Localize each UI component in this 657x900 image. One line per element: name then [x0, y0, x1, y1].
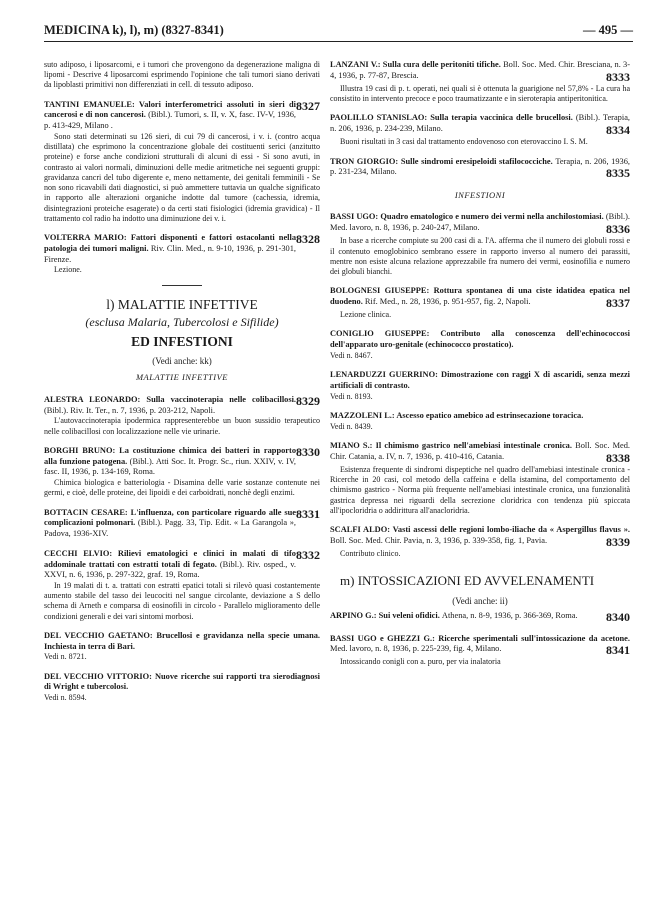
entry-number: 8327: [296, 98, 320, 113]
entry-author: CONIGLIO GIUSEPPE:: [330, 329, 430, 339]
entry-ref-8467: [330, 329, 630, 361]
section-title-m: m) INTOSSICAZIONI ED AVVELENAMENTI: [340, 573, 595, 589]
entry-author: ARPINO G.:: [330, 611, 377, 621]
entry-author: BASSI UGO:: [330, 212, 379, 222]
entry-number: 8336: [606, 222, 630, 237]
entry-see-ref: Vedi n. 8721.: [44, 652, 87, 662]
entry-8329: [44, 395, 320, 437]
entry-citation: Riv. Clin. Med., n. 9-10, 1936, p. 291-301, Firenze.: [44, 243, 296, 264]
entry-title: Rilievi ematologici e clinici in malati di tifo addominale trattati con estratti totali di fegato.: [44, 548, 296, 569]
entry-8333: [330, 60, 630, 104]
entry-ref-8193: [330, 370, 630, 402]
entry-author: SCALFI ALDO:: [330, 525, 391, 534]
subsection-label: MALATTIE INFETTIVE: [135, 371, 229, 382]
entry-title: La costituzione chimica dei batteri in rapporto alla funzione patogena.: [44, 445, 297, 466]
entry-8339: [330, 525, 630, 559]
entry-desc: suto adiposo, i liposarcomi, e i tumori che provengono da degenerazione maligna di lipomi - Descrive 4 liposarcomi esprimendo l'opinione che tali tumori siano derivati da lipoblasti primitivi non differenziati in cell. di tessuto adiposo.: [44, 60, 320, 90]
entry-number: 8328: [296, 232, 320, 247]
entry-number: 8330: [296, 444, 320, 459]
entry-citation: Boll. Soc. Med. Chir. Pavia, n. 3, 1936, p. 339-358, fig. 1, Pavia.: [330, 535, 548, 545]
page-header: [44, 23, 633, 41]
entry-citation: Boll. Soc. Med. Chir. Catania, a. IV, n. 7, 1936, p. 410-416, Catania.: [330, 440, 631, 461]
entry-citation: Med. lavoro, n. 8, 1936, p. 225-239, fig. 4, Milano.: [330, 644, 502, 654]
entry-see-ref: Vedi n. 8439.: [330, 421, 373, 431]
entry-author: LANZANI V.:: [330, 60, 381, 69]
entry-8340: [330, 611, 630, 624]
entry-number: 8339: [606, 534, 630, 549]
entry-citation: (Bibl.). Atti Soc. It. Progr. Sc., riun. XXIV, v. IV, fasc. II, 1936, p. 134-169, Roma.: [44, 456, 297, 477]
entry-ref-8721: [44, 631, 320, 663]
section-see-also: (Vedi anche: ii): [452, 595, 508, 606]
entry-8332: [44, 549, 320, 622]
entry-desc: Esistenza frequente di sindromi dispeptiche nel quadro dell'amebiasi intestinale cronica - Ricerche in 20 casi, col metodo della caffeina e della istamina, del comportamento del chimismo gastrico - Norma più frequente nell'amebiasi intestinale cronica, una funzionalità gastrica depressa nei riguardi della secrezione cloridrica con tendenza più spiccata all'ipocloridria o addirittura all'anacloridria.: [330, 464, 630, 515]
header-rule: [44, 41, 633, 42]
entry-title: Vasti ascessi delle regioni lombo-iliache da « Aspergillus flavus ».: [392, 525, 630, 534]
entry-8336: [330, 212, 630, 277]
entry-number: 8329: [296, 393, 320, 408]
entry-author: PAOLILLO STANISLAO:: [330, 113, 428, 123]
entry-number: 8332: [296, 547, 320, 562]
entry-author: TANTINI EMANUELE:: [44, 99, 135, 109]
entry-title: Ricerche sperimentali sull'intossicazione da acetone.: [438, 633, 630, 643]
entry-number: 8338: [606, 450, 630, 465]
entry-author: BOTTACIN CESARE:: [44, 507, 128, 517]
subsection-label: INFESTIONI: [454, 189, 506, 200]
entry-author: CECCHI ELVIO:: [44, 548, 113, 558]
header-section-title: MEDICINA k), l), m) (8327-8341): [44, 23, 224, 37]
entry-title: Valori interferometrici assoluti in sieri di cancerosi e di non cancerosi.: [44, 99, 296, 120]
entry-title: Rottura spontanea di una ciste idatidea epatica nel duodeno.: [330, 286, 630, 307]
entry-see-ref: Vedi n. 8594.: [44, 693, 87, 703]
section-subtitle: (esclusa Malaria, Tubercolosi e Sifilide): [85, 314, 279, 329]
entry-author: ALESTRA LEONARDO:: [44, 394, 141, 404]
entry-citation: (Bibl.). Med. lavoro, n. 8, 1936, p. 240-247, Milano.: [330, 212, 631, 233]
entry-title: Brucellosi e gravidanza nella specie umana. Inchiesta in terra di Bari.: [44, 630, 321, 651]
entry-ref-8439: [330, 411, 630, 432]
entry-author: BORGHI BRUNO:: [44, 445, 116, 455]
entry-citation: Boll. Soc. Med. Chir. Bresciana, n. 3-4, 1936, p. 77-87, Brescia.: [330, 60, 630, 80]
entry-number: 8337: [606, 296, 630, 311]
entry-number: 8341: [606, 643, 630, 658]
entry-8338: [330, 441, 630, 516]
entry-desc: Illustra 19 casi di p. t. operati, nei quali si è ottenuta la guarigione nel 57,8% - La cura ha consistito in intervento precoce e poco traumatizzante e in sieroterapia antiperitonitica.: [330, 83, 630, 104]
entry-desc: Intossicando conigli con a. puro, per via inalatoria: [340, 657, 501, 667]
entry-title: Sulla cura delle peritoniti tifiche.: [382, 60, 501, 69]
entry-author: BASSI UGO e GHEZZI G.:: [330, 633, 435, 643]
entry-number: 8333: [606, 69, 630, 84]
entry-number: 8331: [296, 506, 320, 521]
entry-author: DEL VECCHIO VITTORIO:: [44, 671, 152, 681]
entry-title: Sulle sindromi eresipeloidi stafilococciche.: [400, 156, 553, 166]
entry-author: MAZZOLENI L.:: [330, 410, 395, 420]
entry-title: Ascesso epatico amebico ad estrinsecazione toracica.: [396, 410, 584, 420]
entry-desc: In 19 malati di t. a. trattati con estratti epatici totali si rilevò quasi costantemente aumento stabile del tasso dei leucociti nel sangue circolante, deviazione a S dello schema di Arneth e comparsa di eosinofili in circolo - Parallelo miglioramento delle condizioni generali e dei vari sintomi morbosi.: [44, 581, 320, 621]
section-title-continued: ED INFESTIONI: [131, 334, 233, 350]
entry-citation: (Bibl.). Terapia, n. 206, 1936, p. 234-239, Milano.: [330, 113, 631, 134]
entry-desc: Chimica biologica e batteriologia - Disamina delle varie sostanze contenute nei germi, e cioè, delle proteine, dei lipoidi e dei carboidrati, nonchè degli enzimi.: [44, 478, 320, 498]
section-see-also: (Vedi anche: kk): [152, 356, 212, 367]
entry-title: Contributo alla conoscenza dell'echinococcosi dell'apparato uro-genitale (echinococco prostatico).: [330, 329, 630, 350]
entry-title: Sui veleni ofidici.: [378, 611, 440, 621]
entry-8328: [44, 233, 320, 275]
entry-see-ref: Vedi n. 8467.: [330, 350, 373, 360]
entry-title: Sulla vaccinoterapia nelle colibacillosi.: [146, 394, 297, 404]
entry-author: DEL VECCHIO GAETANO:: [44, 630, 153, 640]
entry-8327: [44, 100, 320, 224]
entry-ref-8594: [44, 672, 320, 704]
entry-desc: Contributo clinico.: [340, 548, 401, 558]
entry-title: L'influenza, con particolare riguardo alle sue complicazioni polmonari.: [44, 507, 296, 528]
entry-desc: Lezione.: [54, 265, 82, 275]
entry-8341: [330, 634, 630, 668]
entry-title: Quadro ematologico e numero dei vermi nella anchilostomiasi.: [380, 212, 604, 222]
entry-desc: Lezione clinica.: [340, 310, 392, 320]
entry-title: Sulla terapia vaccinica delle brucellosi.: [430, 113, 573, 123]
entry-author: TRON GIORGIO:: [330, 156, 399, 166]
entry-desc: In base a ricerche compiute su 200 casi di a. l'A. afferma che il numero dei globuli rossi e il contenuto emoglobinico sembrano essere in rapporto inverso al numero dei parassiti, mentre non esiste alcuna relazione apprezzabile fra numero dei vermi, eosinofilia e numero dei globuli bianchi.: [330, 236, 630, 277]
entry-number: 8335: [606, 166, 630, 181]
entry-citation: Rif. Med., n. 28, 1936, p. 951-957, fig. 2, Napoli.: [364, 297, 531, 307]
right-column: [330, 60, 630, 677]
entry-8335: [330, 157, 630, 181]
entry-desc: Sono stati determinati su 126 sieri, di cui 79 di cancerosi, i v. i. (contro acqua distillata) che esprimono la concentrazione globale dei costituenti serici (anzitutto proteine) e forse anche condizioni strutturali di alcuni di essi - Si sono avuti, in contrasto ai valori normali, diminuzioni delle medie aritmetiche nei seguenti gruppi: gravidanza cancri del tubo digerente e, meno nettamente, dei genitali femminili - Se non sono ricavabili dati diagnostici, si può ammettere tuttavia un qualche significato in rapporto alle alterazioni organiche indotte dal tumore (cachessia, idremia, disintegrazioni proteiche esagerate) o da certi stati fisiologici (idremia gravidica) - Il trattamento col radio ha indotto una diminuzione dei v. i.: [44, 131, 320, 223]
entry-number: 8340: [606, 610, 630, 625]
entry-citation: (Bibl.). Riv. osped., v. XXVI, n. 6, 1936, p. 297-322, graf. 19, Roma.: [44, 559, 297, 580]
section-title: l) MALATTIE INFETTIVE: [106, 296, 258, 312]
entry-desc: Buoni risultati in 3 casi dal trattamento endovenoso con eterovaccino I. S. M.: [340, 137, 588, 147]
entry-citation: (Bibl.). Pagg. 33, Tip. Edit. « La Garangola », Padova, 1936-XIV.: [44, 518, 297, 539]
entry-see-ref: Vedi n. 8193.: [330, 391, 373, 401]
entry-citation: (Bibl.). Tumori, s. II, v. X, fasc. IV-V, 1936, p. 413-429, Milano .: [44, 110, 296, 131]
entry-8331: [44, 508, 320, 540]
entry-title: Il chimismo gastrico nell'amebiasi intestinale cronica.: [375, 440, 572, 450]
entry-citation: Terapia, n. 206, 1936, p. 231-234, Milano.: [330, 156, 630, 177]
entry-author: LENARDUZZI GUERRINO:: [330, 370, 438, 380]
section-divider: [162, 285, 202, 286]
entry-8330: [44, 446, 320, 499]
entry-number: 8334: [606, 123, 630, 138]
entry-author: VOLTERRA MARIO:: [44, 233, 127, 243]
entry-title: Nuove ricerche sui rapporti tra sierodiagnosi di Wright e tubercolosi.: [44, 671, 320, 692]
left-column: [44, 60, 320, 712]
entry-8334: [330, 113, 630, 147]
entry-title: Dimostrazione con raggi X di ascaridi, senza mezzi artificiali di contrasto.: [330, 370, 630, 390]
entry-citation: (Bibl.). Riv. It. Ter., n. 7, 1936, p. 203-212, Napoli.: [44, 405, 216, 415]
entry-author: MIANO S.:: [330, 440, 373, 450]
entry-8337: [330, 286, 630, 320]
page-number: — 495 —: [583, 23, 633, 37]
entry-author: BOLOGNESI GIUSEPPE:: [330, 286, 430, 296]
entry-desc: L'autovaccinoterapia ipodermica rappresenterebbe un buon sussidio terapeutico nelle colibacillosi con localizzazione nelle vie urinarie.: [44, 416, 320, 436]
entry-intro: [44, 60, 320, 91]
entry-citation: Athena, n. 8-9, 1936, p. 366-369, Roma.: [441, 611, 578, 621]
entry-title: Fattori disponenti e fattori ostacolanti nella patologia dei tumori maligni.: [44, 233, 297, 253]
